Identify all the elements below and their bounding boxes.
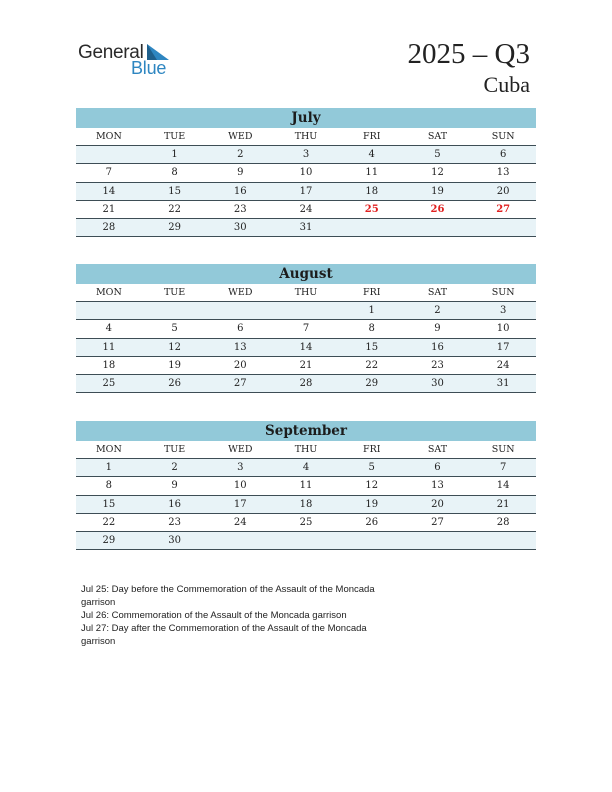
day-cell: 19 <box>168 359 181 371</box>
weekday-label: SUN <box>491 444 515 455</box>
day-cell: 14 <box>102 185 116 197</box>
week-row <box>76 320 536 338</box>
day-cell: 23 <box>168 516 181 528</box>
day-cell: 31 <box>496 377 510 389</box>
day-cell: 23 <box>431 359 444 371</box>
empty-day-cell <box>273 302 339 319</box>
day-cell: 22 <box>168 203 181 215</box>
day-cell: 25 <box>102 377 116 389</box>
day-cell: 29 <box>365 377 379 389</box>
week-row <box>76 514 536 532</box>
day-cell: 26 <box>168 377 181 389</box>
day-cell: 20 <box>431 498 444 510</box>
empty-day-cell <box>339 532 405 549</box>
day-cell: 15 <box>102 498 116 510</box>
day-cell: 31 <box>299 221 313 233</box>
day-cell: 28 <box>496 516 510 528</box>
week-row <box>76 201 536 219</box>
day-cell: 29 <box>168 221 181 233</box>
holiday-day-cell: 26 <box>430 203 445 215</box>
day-cell: 12 <box>168 341 181 353</box>
day-cell: 8 <box>171 167 178 179</box>
empty-day-cell <box>207 302 273 319</box>
weekday-label: MON <box>95 444 122 455</box>
day-cell: 18 <box>299 498 313 510</box>
empty-day-cell <box>470 532 536 549</box>
day-cell: 15 <box>168 185 181 197</box>
day-cell: 28 <box>299 377 313 389</box>
weekday-label: THU <box>294 444 318 455</box>
empty-day-cell <box>207 532 273 549</box>
week-row <box>76 146 536 164</box>
day-cell: 27 <box>233 377 247 389</box>
day-cell: 30 <box>233 221 247 233</box>
day-cell: 14 <box>299 341 313 353</box>
weekday-label: SAT <box>427 131 448 142</box>
day-cell: 18 <box>102 359 116 371</box>
day-cell: 24 <box>496 359 510 371</box>
day-cell: 3 <box>499 305 507 317</box>
day-cell: 5 <box>368 462 375 474</box>
day-cell: 4 <box>105 323 113 335</box>
weekday-label: MON <box>95 131 122 142</box>
weekday-header-row <box>76 441 536 459</box>
holiday-note: Jul 27: Day after the Commemoration of the Assault of the Moncada garrison <box>81 623 367 647</box>
day-cell: 14 <box>496 480 510 492</box>
day-cell: 8 <box>368 323 375 335</box>
month-name: September <box>76 421 536 441</box>
month-calendar-august <box>76 264 536 393</box>
day-cell: 16 <box>233 185 247 197</box>
week-row <box>76 459 536 477</box>
day-cell: 17 <box>233 498 247 510</box>
day-cell: 9 <box>237 167 244 179</box>
day-cell: 12 <box>431 167 444 179</box>
day-cell: 11 <box>102 341 116 353</box>
weekday-label: SAT <box>427 287 448 298</box>
weekday-label: TUE <box>163 131 186 142</box>
weekday-label: THU <box>294 131 318 142</box>
country-name: Cuba <box>483 72 530 97</box>
page-title: 2025 – Q3 <box>407 38 530 70</box>
day-cell: 7 <box>302 323 310 335</box>
week-row <box>76 164 536 182</box>
weekday-header-row <box>76 128 536 146</box>
logo-general-text: General <box>78 42 144 63</box>
weekday-label: WED <box>228 444 253 455</box>
weekday-label: FRI <box>362 444 381 455</box>
day-cell: 20 <box>233 359 247 371</box>
day-cell: 10 <box>299 167 313 179</box>
logo <box>78 40 178 80</box>
weekday-label: MON <box>95 287 122 298</box>
day-cell: 11 <box>365 167 379 179</box>
empty-day-cell <box>339 219 405 236</box>
day-cell: 22 <box>365 359 379 371</box>
holiday-note: Jul 25: Day before the Commemoration of the Assault of the Moncada garrison <box>81 584 375 608</box>
weekday-label: SAT <box>427 444 448 455</box>
day-cell: 25 <box>299 516 313 528</box>
day-cell: 13 <box>233 341 247 353</box>
day-cell: 20 <box>496 185 510 197</box>
week-row <box>76 302 536 320</box>
day-cell: 21 <box>299 359 313 371</box>
day-cell: 24 <box>299 203 313 215</box>
day-cell: 7 <box>499 462 507 474</box>
day-cell: 22 <box>102 516 116 528</box>
week-row <box>76 183 536 201</box>
week-row <box>76 339 536 357</box>
day-cell: 6 <box>499 149 507 161</box>
day-cell: 19 <box>431 185 444 197</box>
empty-day-cell <box>76 302 142 319</box>
month-calendar-september <box>76 421 536 550</box>
day-cell: 2 <box>434 305 441 317</box>
day-cell: 29 <box>102 534 116 546</box>
holiday-notes <box>81 583 401 648</box>
week-row <box>76 496 536 514</box>
day-cell: 21 <box>102 203 116 215</box>
holiday-day-cell: 25 <box>364 203 379 215</box>
day-cell: 13 <box>496 167 510 179</box>
empty-day-cell <box>405 219 471 236</box>
day-cell: 2 <box>237 149 244 161</box>
day-cell: 26 <box>365 516 379 528</box>
month-name: August <box>76 264 536 284</box>
day-cell: 30 <box>431 377 444 389</box>
day-cell: 3 <box>302 149 310 161</box>
day-cell: 16 <box>168 498 181 510</box>
day-cell: 9 <box>171 480 178 492</box>
day-cell: 17 <box>496 341 510 353</box>
day-cell: 13 <box>431 480 444 492</box>
day-cell: 24 <box>233 516 247 528</box>
day-cell: 1 <box>171 149 178 161</box>
week-row <box>76 357 536 375</box>
day-cell: 10 <box>496 323 510 335</box>
weekday-label: SUN <box>491 287 515 298</box>
day-cell: 6 <box>434 462 441 474</box>
day-cell: 11 <box>299 480 313 492</box>
day-cell: 18 <box>365 185 379 197</box>
weekday-label: FRI <box>362 287 381 298</box>
empty-day-cell <box>470 219 536 236</box>
weekday-label: WED <box>228 131 253 142</box>
holiday-note: Jul 26: Commemoration of the Assault of the Moncada garrison <box>81 610 347 621</box>
empty-day-cell <box>76 146 142 163</box>
day-cell: 17 <box>299 185 313 197</box>
weekday-header-row <box>76 284 536 302</box>
day-cell: 5 <box>171 323 178 335</box>
weekday-label: FRI <box>362 131 381 142</box>
week-row <box>76 532 536 550</box>
weekday-label: TUE <box>163 287 186 298</box>
empty-day-cell <box>273 532 339 549</box>
day-cell: 3 <box>237 462 244 474</box>
weekday-label: THU <box>294 287 318 298</box>
week-row <box>76 477 536 495</box>
empty-day-cell <box>142 302 208 319</box>
day-cell: 21 <box>496 498 510 510</box>
day-cell: 15 <box>365 341 379 353</box>
day-cell: 1 <box>368 305 375 317</box>
month-calendar-july <box>76 108 536 237</box>
day-cell: 27 <box>431 516 444 528</box>
day-cell: 4 <box>368 149 375 161</box>
day-cell: 2 <box>171 462 178 474</box>
day-cell: 19 <box>365 498 379 510</box>
week-row <box>76 219 536 237</box>
weekday-label: TUE <box>163 444 186 455</box>
week-row <box>76 375 536 393</box>
weekday-label: SUN <box>491 131 515 142</box>
day-cell: 23 <box>233 203 247 215</box>
day-cell: 10 <box>233 480 247 492</box>
day-cell: 1 <box>105 462 113 474</box>
empty-day-cell <box>405 532 471 549</box>
logo-blue-text: Blue <box>131 58 167 78</box>
day-cell: 8 <box>105 480 113 492</box>
day-cell: 5 <box>434 149 441 161</box>
day-cell: 6 <box>237 323 244 335</box>
day-cell: 4 <box>302 462 310 474</box>
day-cell: 12 <box>365 480 379 492</box>
day-cell: 28 <box>102 221 116 233</box>
month-name: July <box>76 108 536 128</box>
weekday-label: WED <box>228 287 253 298</box>
day-cell: 9 <box>434 323 441 335</box>
holiday-day-cell: 27 <box>496 203 511 215</box>
day-cell: 7 <box>105 167 113 179</box>
day-cell: 30 <box>168 534 181 546</box>
day-cell: 16 <box>431 341 444 353</box>
